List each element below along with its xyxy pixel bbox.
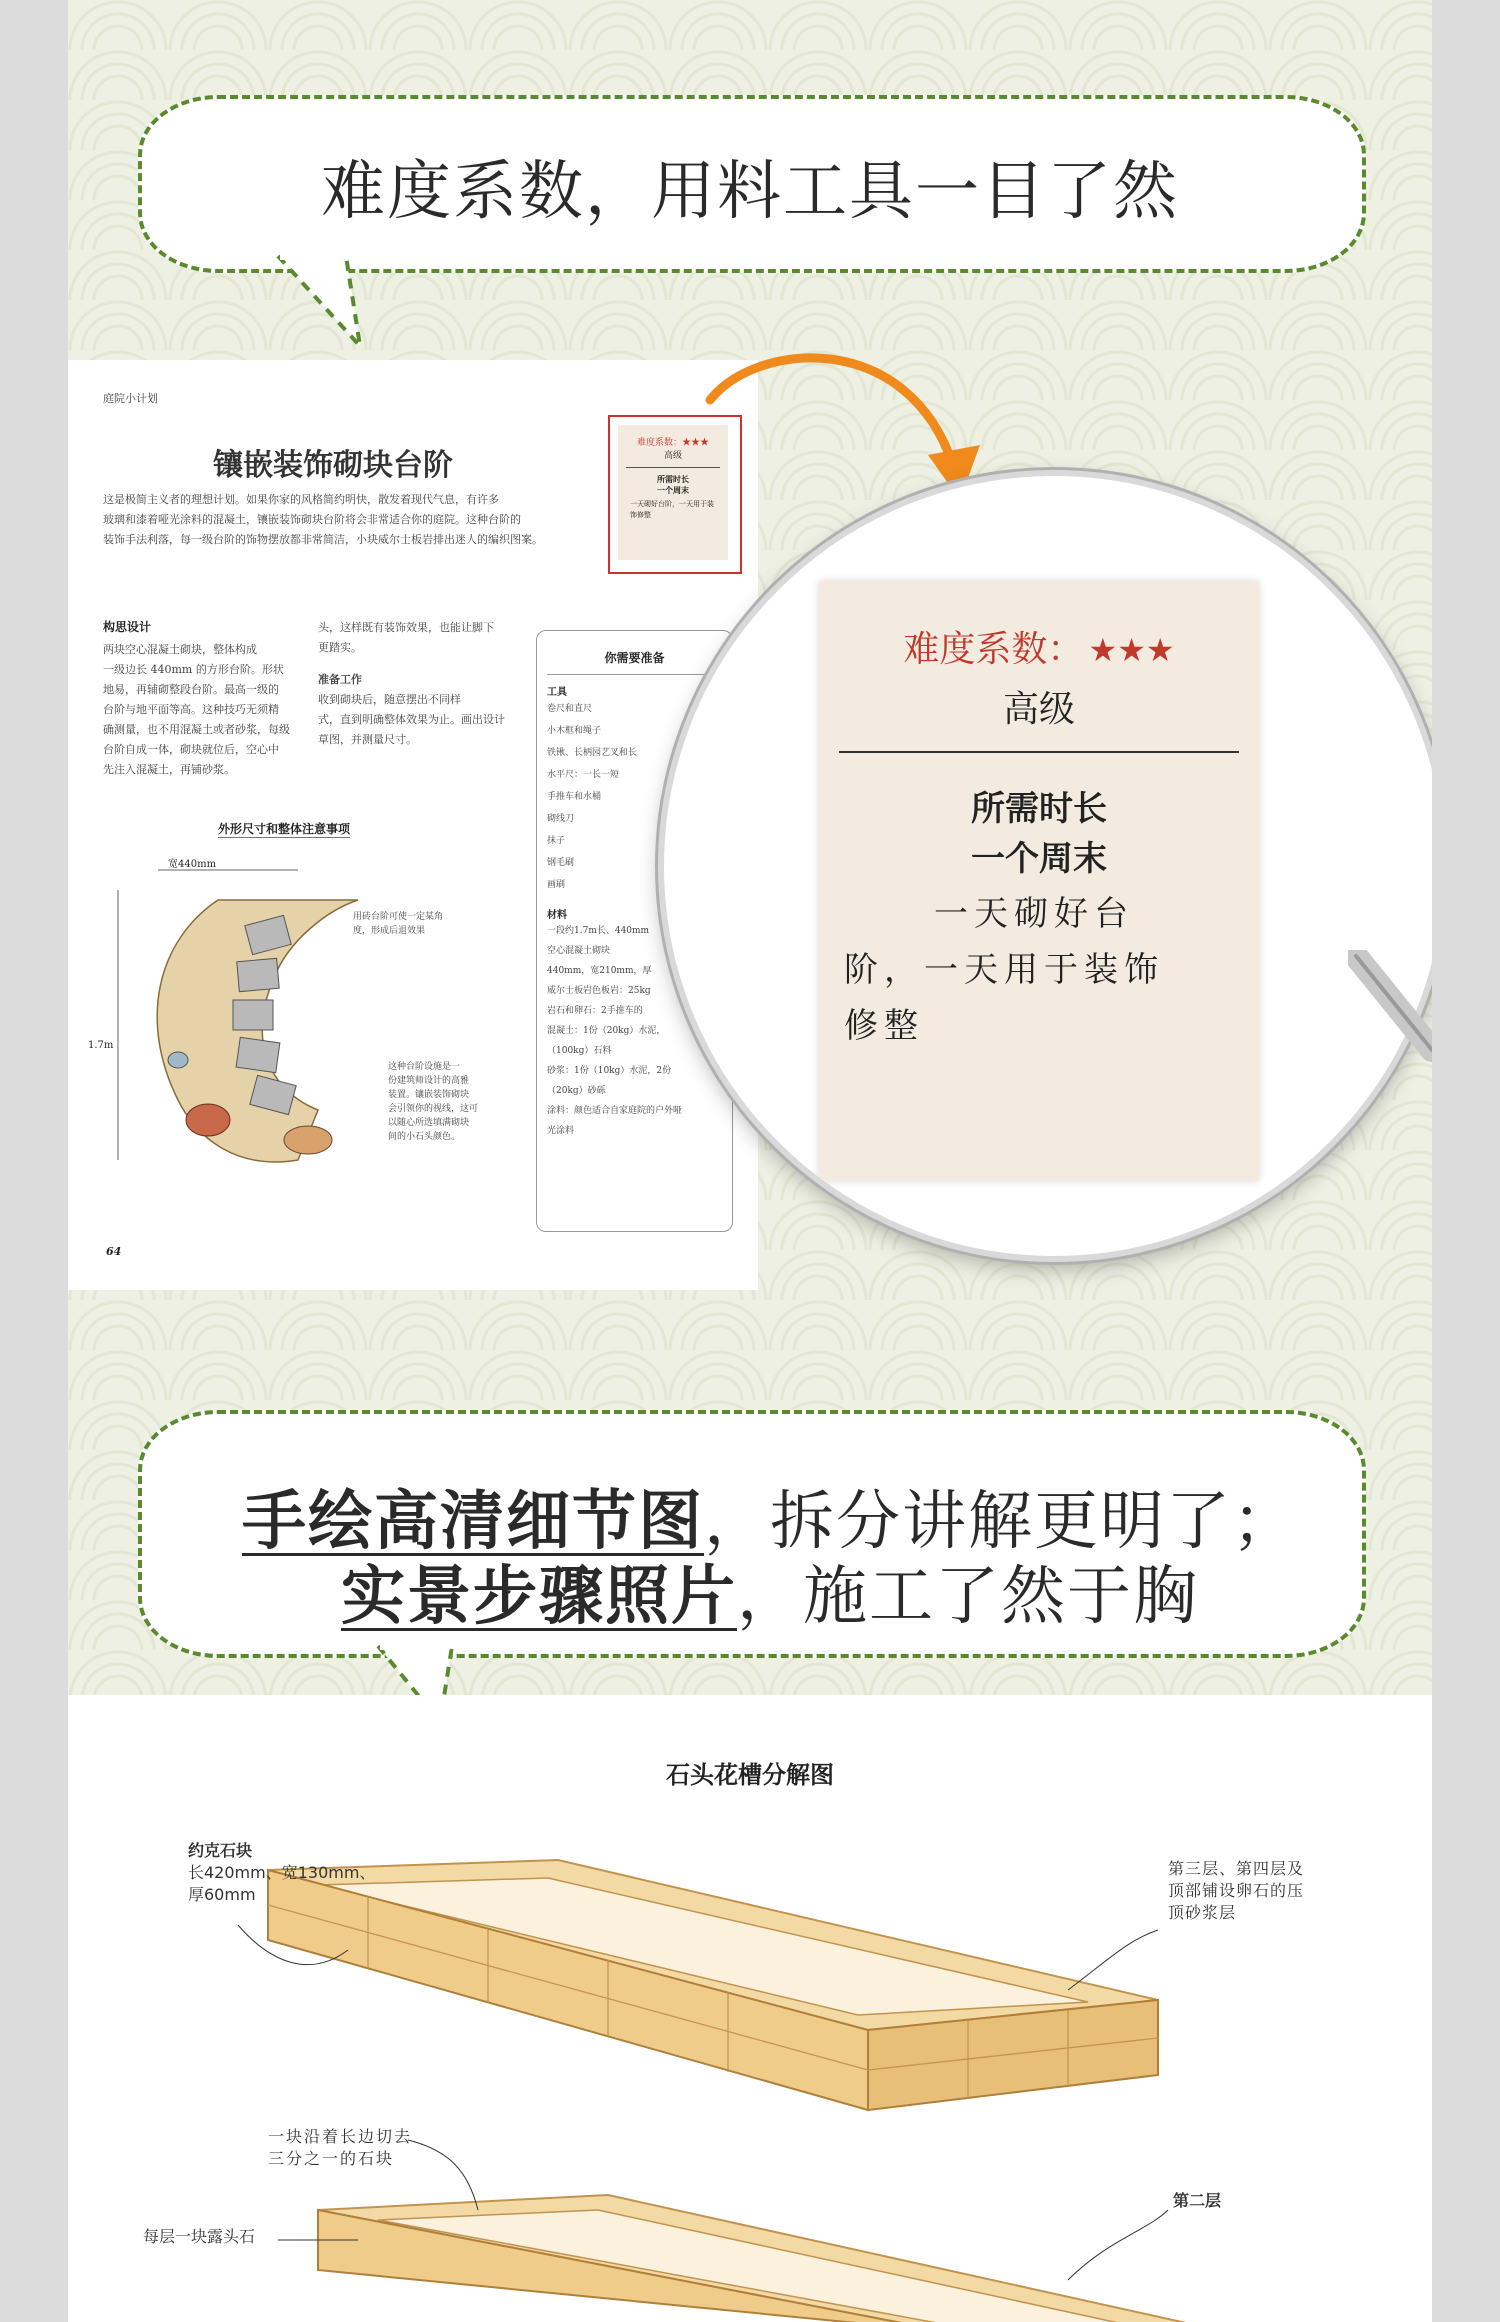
tool-item: 水平尺：一长一短 [547,770,620,780]
book-intro [103,490,663,550]
sketch-callout-2 [388,1060,478,1144]
label-top-layers [1168,1858,1304,1924]
col-line: 收到砌块后，随意摆出不同样 [318,693,461,706]
intro-line: 装饰手法利落，每一级台阶的饰物摆放都非常简洁，小块威尔士板岩排出迷人的编织图案。 [103,533,543,546]
material-item: 440mm，宽210mm，厚 [547,966,652,976]
design-column-1 [103,640,293,780]
label-york-stone [188,1840,375,1906]
york-stone-dims: 厚60mm [188,1885,256,1904]
callout-line: 装置。镶嵌装饰砌块 [388,1090,470,1100]
callout-line: 度，形成后退效果 [353,926,426,936]
magnified-level: 高级 [1002,689,1075,730]
label-layer-two: 第二层 [1173,2191,1222,2210]
mini-time-heading: 所需时长 [657,474,689,484]
mini-level: 高级 [663,451,682,461]
highlight-hand-drawn: 手绘高清细节图 [242,1485,704,1559]
col-line: 更踏实。 [318,641,362,654]
headline-illustrations-line2 [68,1545,1432,1637]
material-item: 混凝土：1份（20kg）水泥， [547,1026,666,1036]
mini-difficulty: 难度系数：★★★ [636,438,709,448]
col-line: 式，直到明确整体效果为止。画出设计 [318,713,505,726]
material-item: （20kg）砂砾 [547,1086,606,1096]
label-exposed-stone: 每层一块露头石 [143,2227,256,2246]
tool-item: 卷尺和直尺 [547,704,593,714]
magnified-time-value: 一个周末 [971,839,1107,879]
tool-item: 砌线刀 [547,814,575,824]
col-line: 先注入混凝土，再铺砂浆。 [103,763,235,776]
material-item: 涂料：颜色适合自家庭院的户外哑 [547,1106,683,1116]
intro-line: 玻璃和漆着哑光涂料的混凝土，镶嵌装饰砌块台阶将会非常适合你的庭院。这种台阶的 [103,513,521,526]
callout-line: 会引领你的视线，这可 [388,1104,479,1114]
sketch-heading: 外形尺寸和整体注意事项 [218,822,351,836]
col-line: 台阶自成一体，砌块就位后，空心中 [103,743,279,756]
york-stone-dims: 长420mm、宽130mm、 [188,1863,376,1882]
magnified-difficulty-card [819,581,1259,1181]
magnifier-handle [1348,950,1432,1070]
book-header: 庭院小计划 [103,392,158,405]
callout-line: 以随心所选填满砌块 [388,1118,470,1128]
col-line: 确测量，也不用混凝土或者砂浆，每级 [103,723,290,736]
top-layers-line: 顶部铺设卵石的压 [1168,1881,1305,1900]
callout-line: 这种台阶设施是一 [388,1062,461,1072]
sketch-callout-1 [353,910,443,938]
callout-line: 间的小石头颜色。 [388,1132,461,1142]
callout-line: 份建筑师设计的高雅 [388,1076,470,1086]
magnified-time-detail-3: 修整 [844,1006,924,1046]
tool-item: 小木框和绳子 [547,726,602,736]
difficulty-stars-icon: ★★★ [1088,631,1175,669]
tool-item: 铁锹、长柄园艺叉和长 [547,748,638,758]
magnified-time-detail-1: 一天砌好台 [934,894,1134,934]
design-column-2 [318,618,518,750]
book-title: 镶嵌装饰砌块台阶 [213,448,453,483]
page [68,0,1432,2322]
col-line: 地易，再辅砌整段台阶。最高一级的 [103,683,279,696]
magnified-time-heading: 所需时长 [971,789,1107,829]
magnifier-lens [658,470,1432,1262]
col-line: 台阶与地平面等高。这种技巧无须精 [103,703,279,716]
dimension-width: 宽440mm [168,859,217,870]
headline-rest-1: ，拆分讲解更明了； [704,1485,1298,1559]
magnified-time-detail-2: 阶，一天用于装饰 [844,950,1164,990]
top-layers-line: 第三层、第四层及 [1168,1859,1305,1878]
cut-stone-line: 一块沿着长边切去 [268,2127,413,2146]
headline-rest-2: ，施工了然于胸 [737,1560,1199,1634]
speech-bubble-tail-1 [268,250,388,360]
label-cut-stone [268,2126,412,2170]
col-line: 头，这样既有装饰效果，也能让脚下 [318,621,494,634]
design-heading: 构思设计 [103,620,152,634]
page-number: 64 [106,1245,122,1258]
material-item: 砂浆：1份（10kg）水泥，2份 [547,1066,672,1076]
col-line: 一级边长 440mm 的方形台阶。形状 [103,663,284,676]
tool-item: 抹子 [547,836,566,846]
material-item: 一段约1.7m长、440mm [547,926,650,936]
tool-item: 手推车和水桶 [547,792,602,802]
col-line: 草图，并测量尺寸。 [318,733,417,746]
prep-heading: 准备工作 [318,673,362,686]
material-item: 威尔士板岩色板岩：25kg [547,986,651,996]
material-item: 岩石和卵石：2手推车的 [547,1006,643,1016]
mini-time-value: 一个周末 [657,485,689,495]
material-item: 空心混凝土砌块 [547,946,611,956]
headline-difficulty: 难度系数，用料工具一目了然 [321,155,1179,229]
diagram-title: 石头花槽分解图 [666,1761,834,1789]
materials-heading: 材料 [547,910,567,921]
dimension-height: 1.7m [88,1040,114,1051]
book-page [68,360,758,1290]
material-item: 光涂料 [547,1126,575,1136]
mini-time-detail: 一天砌好台阶，一天用于装饰修整 [630,500,714,519]
magnified-difficulty-label: 难度系数： [903,629,1084,670]
col-line: 两块空心混凝土砌块，整体构成 [103,643,257,656]
tool-item: 钢毛刷 [547,858,575,868]
york-stone-title: 约克石块 [188,1841,253,1860]
highlight-photos: 实景步骤照片 [341,1560,737,1634]
top-layers-line: 顶砂浆层 [1168,1903,1237,1922]
callout-line: 用砖台阶可使一定某角 [353,912,444,922]
needs-title: 你需要准备 [604,651,665,665]
material-item: （100kg）石料 [547,1046,612,1056]
intro-line: 这是极简主义者的理想计划。如果你家的风格简约明快，散发着现代气息，有许多 [103,493,499,506]
cut-stone-line: 三分之一的石块 [268,2149,395,2168]
tools-heading: 工具 [547,687,567,698]
tool-item: 画刷 [547,880,566,890]
